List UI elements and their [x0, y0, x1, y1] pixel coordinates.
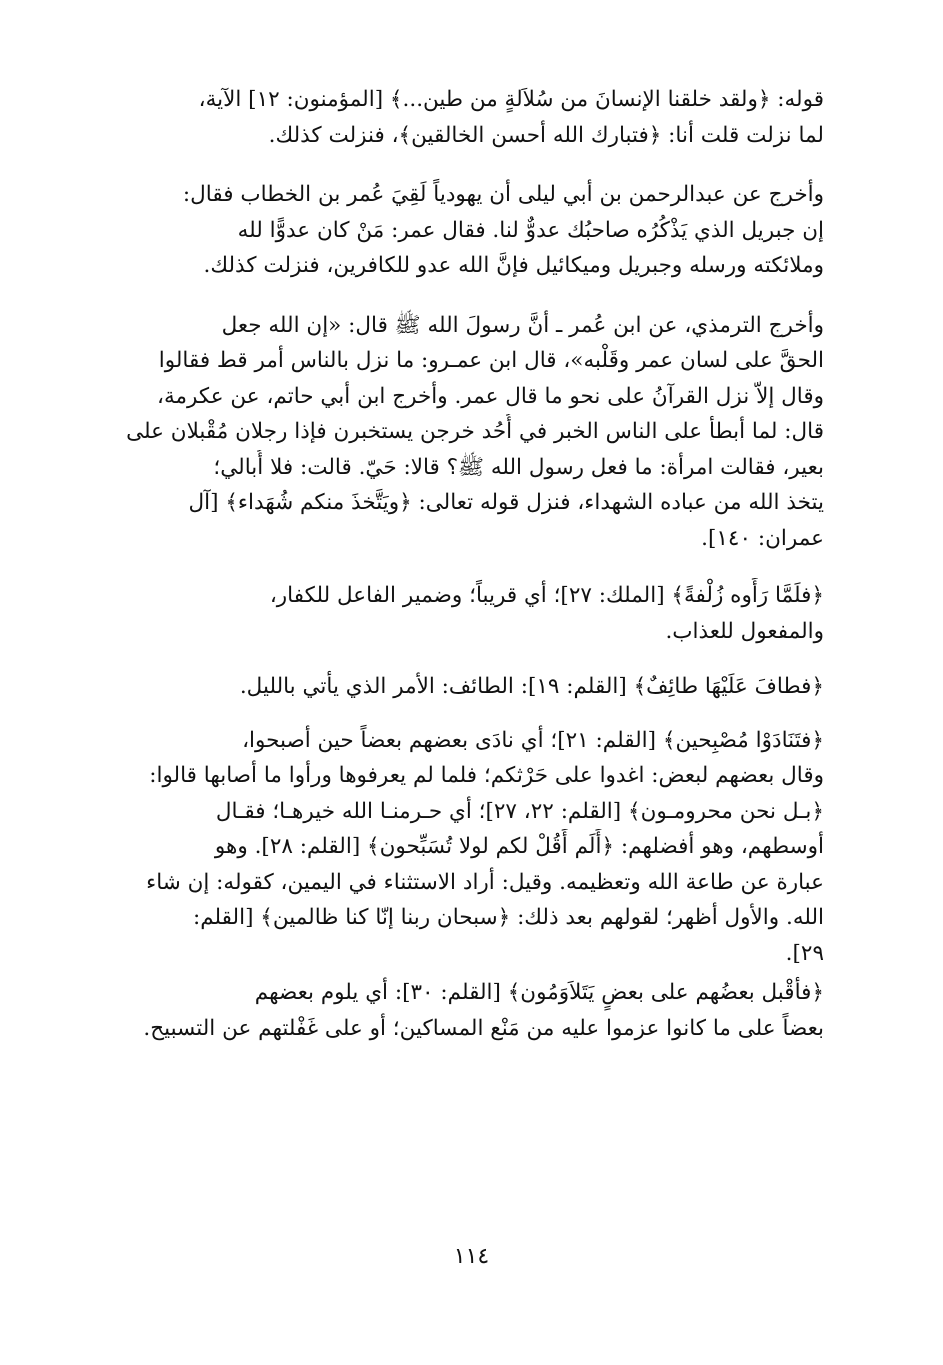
- text-line: قال: لما أبطأ على الناس الخبر في أُحُد خرجن يستخبرن فإذا رجلان مُقْبلان على: [126, 419, 824, 444]
- text-line: يتخذ الله من عباده الشهداء، فنزل قوله تعالى: ﴿ويَتَّخذَ منكم شُهَداء﴾ [آل: [188, 490, 824, 515]
- text-line: عبارة عن طاعة الله وتعظيمه. وقيل: أراد الاستثناء في اليمين، كقوله: إن شاء: [146, 869, 824, 895]
- text-line: والمفعول للعذاب.: [665, 618, 824, 644]
- text-line: وملائكته ورسله وجبريل وميكائيل فإنَّ الله عدو للكافرين، فنزلت كذلك.: [203, 253, 824, 278]
- page-text: [112, 82, 824, 1046]
- paragraph-mulk-27: [112, 578, 824, 649]
- text-line: وأخرج عن عبدالرحمن بن أبي ليلى أن يهودياً لَقِيَ عُمر بن الخطاب فقال:: [182, 182, 824, 207]
- text-line: الله. والأول أظهر؛ لقولهم بعد ذلك: ﴿سبحان ربنا إنّا كنا ظالمين﴾ [القلم:: [193, 905, 824, 930]
- text-line: ﴿فلَمَّا رَأَوه زُلْفةً﴾ [الملك: ٢٧]؛ أي قريباً؛ وضمير الفاعل للكفار،: [269, 583, 824, 608]
- paragraph-qalam-30: [112, 975, 824, 1046]
- text-line: ﴿فطافَ عَلَيْهَا طائِفٌ﴾ [القلم: ١٩]: الطائف: الأمر الذي يأتي بالليل.: [239, 674, 824, 699]
- text-line: بعير، فقالت امرأة: ما فعل رسول الله ﷺ؟ قالا: حَيّ. قالت: فلا أُبالي؛: [213, 454, 824, 480]
- text-line: وأخرج الترمذي، عن ابن عُمر ـ أنَّ رسولَ الله ﷺ قال: «إن الله جعل: [221, 312, 824, 338]
- text-line: الحقَّ على لسان عمر وقَلْبه»، قال ابن عمـرو: ما نزل بالناس أمر قط فقالوا: [158, 348, 824, 373]
- paragraph-abdulrahman-report: [112, 177, 824, 284]
- text-line: ٢٩].: [785, 940, 824, 966]
- text-line: وقال إلاّ نزل القرآنُ على نحو ما قال عمر. وأخرج ابن أبي حاتم، عن عكرمة،: [157, 383, 824, 409]
- text-line: إن جبريل الذي يَذْكُرُه صاحبُك عدوٌّ لنا. فقال عمر: مَنْ كان عدوًّا لله: [237, 217, 824, 243]
- text-line: لما نزلت قلت أنا: ﴿فتبارك الله أحسن الخالقين﴾، فنزلت كذلك.: [268, 122, 824, 148]
- paragraph-tirmidhi-report: [112, 308, 824, 557]
- paragraph-qalam-19: [112, 669, 824, 705]
- paragraph-quote-muminun: [112, 82, 824, 153]
- text-line: ﴿بـل نحن محرومـون﴾ [القلم: ٢٢، ٢٧]؛ أي حـرمنـا الله خيرهـا؛ فقـال: [215, 798, 824, 824]
- paragraph-qalam-21: [112, 723, 824, 972]
- text-line: وقال بعضهم لبعض: اغدوا على حَرْثكم؛ فلما لم يعرفوها ورأوا ما أصابها قالوا:: [149, 763, 824, 788]
- page-number: ١١٤: [453, 1244, 490, 1269]
- text-line: قوله: ﴿ولقد خلقنا الإنسانَ من سُلاَلةٍ من طين...﴾ [المؤمنون: ١٢] الآية،: [198, 87, 824, 112]
- text-line: أوسطهم، وهو أفضلهم: ﴿أَلَم أَقُلْ لكم لولا تُسَبِّحون﴾ [القلم: ٢٨]. وهو: [214, 834, 824, 859]
- text-line: ﴿فتَنَادَوْا مُصْبِحين﴾ [القلم: ٢١]؛ أي نادَى بعضهم بعضاً حين أصبحوا،: [242, 727, 824, 753]
- text-line: عمران: ١٤٠].: [701, 525, 824, 551]
- text-line: بعضاً على ما كانوا عزموا عليه من مَنْع المساكين؛ أو على غَفْلتهم عن التسبيح.: [143, 1015, 824, 1041]
- text-line: ﴿فأقْبل بعضُهم على بعضٍ يَتَلاَوَمُون﴾ [القلم: ٣٠]: أي يلوم بعضهم: [254, 980, 824, 1005]
